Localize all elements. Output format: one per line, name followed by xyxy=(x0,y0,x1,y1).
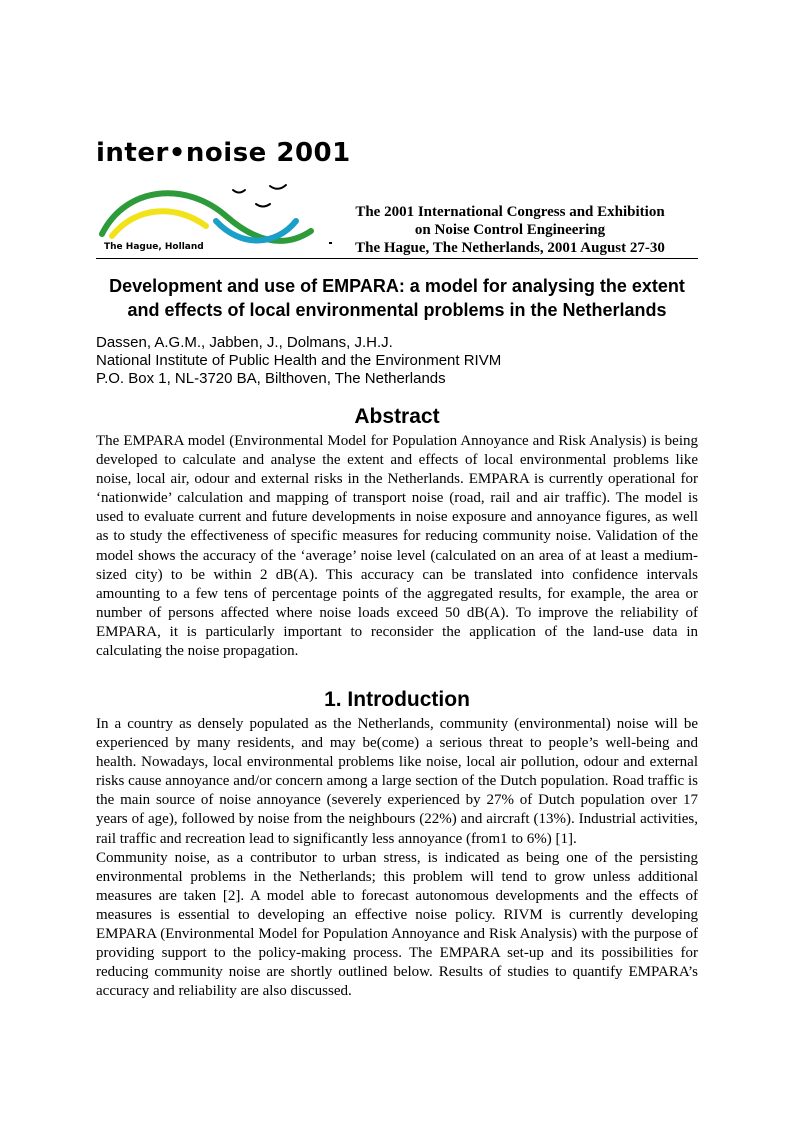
logo-smile-2 xyxy=(270,185,286,189)
logo-smile-1 xyxy=(233,190,245,193)
abstract-heading: Abstract xyxy=(354,405,440,428)
logo-place: The Hague, Holland xyxy=(104,242,204,252)
logo-wordmark: inter•noise 2001 xyxy=(96,138,351,168)
conference-header xyxy=(330,203,690,257)
paper-title: Development and use of EMPARA: a model for analysing the extent and effects of local environmental problems in the Netherlands xyxy=(109,276,685,320)
conference-line-2: on Noise Control Engineering xyxy=(414,222,606,238)
logo-blue-arc xyxy=(216,221,296,241)
author-block xyxy=(96,334,698,388)
conference-line-1: The 2001 International Congress and Exhibition xyxy=(355,204,665,220)
introduction-heading: 1. Introduction xyxy=(324,688,470,711)
authors: Dassen, A.G.M., Jabben, J., Dolmans, J.H.J. xyxy=(96,334,393,351)
header-rule xyxy=(96,258,698,259)
address: P.O. Box 1, NL-3720 BA, Bilthoven, The Netherlands xyxy=(96,370,446,387)
abstract-text: The EMPARA model (Environmental Model for Population Annoyance and Risk Analysis) is being developed to calculate and analyse the extent and effects of local environmental problems like noise, local air, odour and external risks in the Netherlands. EMPARA is currently operational for ‘nationwide’ calculation and mapping of transport noise (road, rail and air traffic). The model is used to evaluate current and future developments in noise exposure and annoyance figures, as well as to study the effectiveness of specific measures for reducing community noise. Validation of the model shows the accuracy of the ‘average’ noise level (calculated on an area of at least a medium-sized city) to be within 2 dB(A). This accuracy can be translated into confidence intervals amounting to a few tens of percentage points of the aggregated results, for example, the area or number of persons affected where noise loads exceed 50 dB(A). To improve the reliability of EMPARA, it is particularly important to reconsider the application of the land-use data in calculating the noise propagation. xyxy=(96,433,698,660)
introduction-paragraph-2: Community noise, as a contributor to urban stress, is indicated as being one of the persisting environmental problems in the Netherlands; this problem will tend to grow unless additional measures are taken [2]. A model able to forecast autonomous developments and the effects of measures is essential to developing an effective noise policy. RIVM is currently developing EMPARA (Environmental Model for Population Annoyance and Risk Analysis) with the purpose of providing support to the policy-making process. The EMPARA set-up and its possibilities for reducing community noise are shortly outlined below. Results of studies to quantify EMPARA’s accuracy and reliability are also discussed. xyxy=(96,849,698,1000)
logo-yellow-arc xyxy=(112,211,206,236)
conference-logo xyxy=(96,138,351,256)
conference-line-3: The Hague, The Netherlands, 2001 August 27-30 xyxy=(355,240,665,256)
logo-smile-3 xyxy=(256,204,270,207)
affiliation: National Institute of Public Health and the Environment RIVM xyxy=(96,352,502,369)
logo-graphic xyxy=(96,176,336,246)
introduction-body xyxy=(96,715,698,1001)
introduction-paragraph-1: In a country as densely populated as the Netherlands, community (environmental) noise will be experienced by many residents, and may be(come) a serious threat to people’s well-being and health. Nowadays, local environmental problems like noise, local air pollution, odour and external risks cause annoyance and/or concern among a large section of the Dutch population. Road traffic is the main source of noise annoyance (severely experienced by 27% of Dutch population over 17 years of age), followed by noise from the neighbours (22%) and aircraft (13%). Industrial activities, rail traffic and recreation lead to significantly less annoyance (from1 to 6%) [1]. xyxy=(96,716,698,847)
